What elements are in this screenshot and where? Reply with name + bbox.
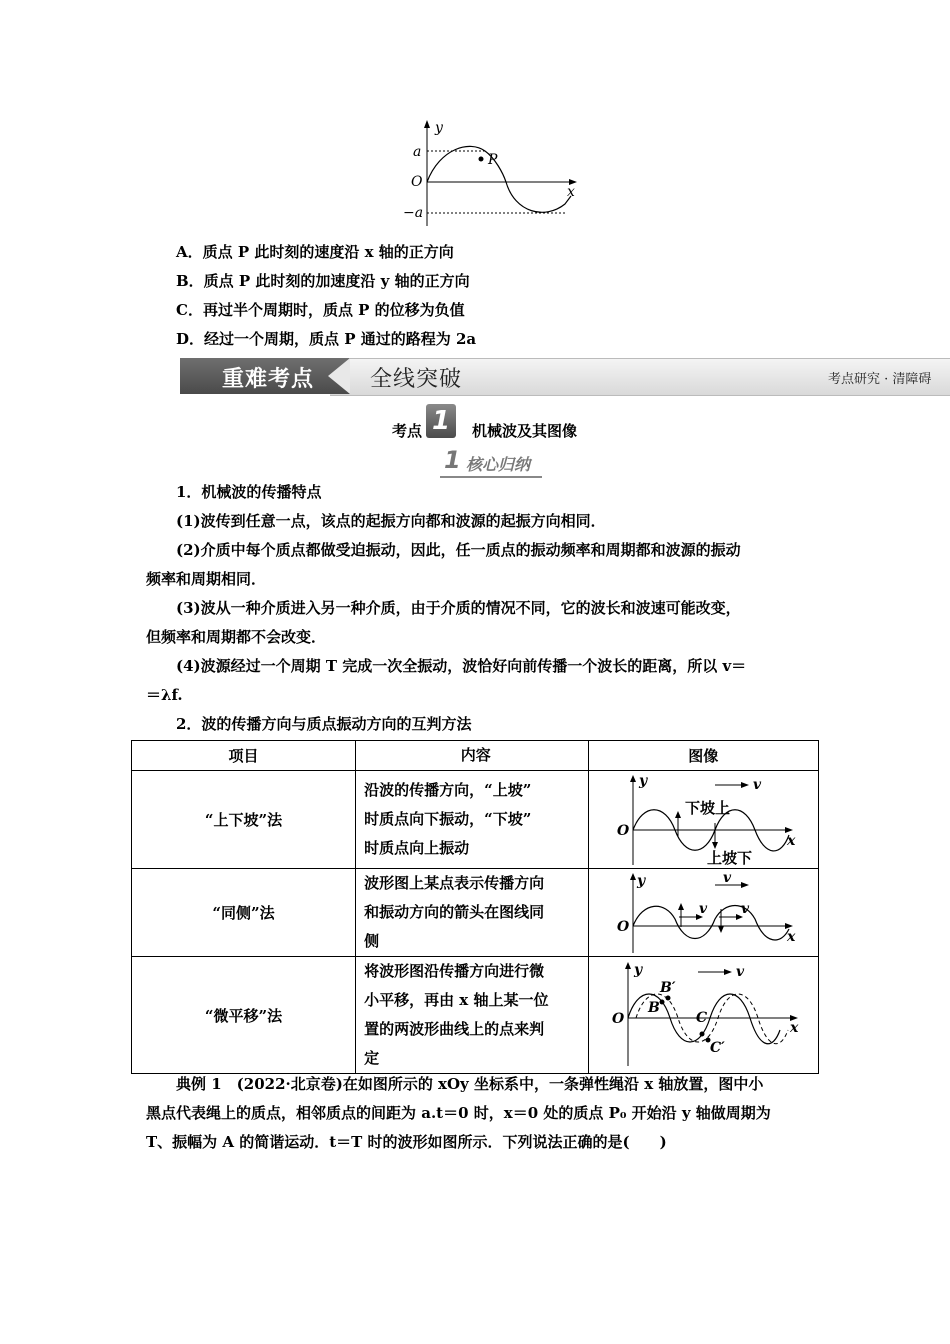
- a-label: a: [413, 144, 422, 160]
- option-c: C．再过半个周期时，质点 P 的位移为负值: [176, 301, 465, 319]
- content-line: 波形图上某点表示传播方向: [364, 874, 545, 892]
- section1-line: (2)介质中每个质点都做受迫振动，因此，任一质点的振动频率和周期都和波源的振动: [176, 541, 741, 559]
- content-line: 时质点向上振动: [364, 839, 470, 857]
- method-name: “上下坡”法: [132, 771, 356, 869]
- fig-v-label: v: [736, 964, 745, 980]
- kaodian-number-badge: 1: [426, 404, 456, 438]
- content-line: 置的两波形曲线上的点来判: [364, 1020, 545, 1038]
- fig-y-label: y: [637, 872, 646, 889]
- fig-v-label: v: [753, 776, 762, 793]
- method-figure: [588, 771, 818, 869]
- method-content: [356, 771, 588, 869]
- option-d: D．经过一个周期，质点 P 通过的路程为 2a: [176, 330, 477, 348]
- fig-x-label: x: [790, 1020, 799, 1036]
- banner-tag: 考点研究 · 清障碍: [828, 372, 932, 387]
- section-banner: [180, 356, 950, 396]
- method-name: “微平移”法: [132, 957, 356, 1074]
- fig-origin-label: O: [617, 918, 630, 935]
- table-row: [132, 869, 819, 957]
- fig-v-label: v: [723, 870, 732, 886]
- table-row: [132, 771, 819, 869]
- content-line: 定: [364, 1049, 380, 1067]
- core-section-heading: [440, 448, 542, 478]
- fig-c-label: C: [696, 1010, 708, 1026]
- fig-x-label: x: [787, 832, 796, 849]
- content-line: 时质点向下振动，“下坡”: [364, 810, 532, 828]
- option-a: A．质点 P 此时刻的速度沿 x 轴的正方向: [176, 243, 454, 261]
- content-line: 将波形图沿传播方向进行微: [364, 962, 545, 980]
- slope-method-figure: [603, 773, 803, 867]
- fig-v1-label: v: [699, 900, 708, 917]
- section1-line: ＝λf.: [146, 686, 183, 704]
- banner-right-title: 全线突破: [370, 367, 463, 392]
- content-line: 小平移，再由 x 轴上某一位: [364, 991, 549, 1009]
- section1-line: (4)波源经过一个周期 T 完成一次全振动，波恰好向前传播一个波长的距离，所以 v＝: [176, 657, 747, 675]
- method-content: [356, 957, 588, 1074]
- fig-label-downhill: 下坡上: [685, 799, 731, 817]
- same-side-method-figure: [603, 871, 803, 955]
- fig-origin-label: O: [617, 822, 630, 839]
- neg-a-label: −a: [403, 205, 424, 221]
- content-line: 沿波的传播方向，“上坡”: [364, 781, 532, 799]
- example-line: T、振幅为 A 的简谐运动．t＝T 时的波形如图所示．下列说法正确的是( ): [146, 1133, 667, 1151]
- table-header-row: [132, 741, 819, 771]
- fig-x-label: x: [787, 928, 796, 945]
- content-line: 和振动方向的箭头在图线同: [364, 903, 545, 921]
- point-p-label: P: [488, 152, 498, 168]
- fig-bp-label: B′: [660, 980, 676, 996]
- section1-line: (3)波从一种介质进入另一种介质，由于介质的情况不同，它的波长和波速可能改变，: [176, 599, 741, 617]
- core-title: 核心归纳: [466, 455, 531, 474]
- banner-left-title: 重难考点: [222, 367, 315, 392]
- table-header: 内容: [356, 741, 588, 771]
- method-name: “同侧”法: [132, 869, 356, 957]
- option-b: B．质点 P 此时刻的加速度沿 y 轴的正方向: [176, 272, 470, 290]
- fig-label-uphill: 上坡下: [707, 849, 753, 867]
- table-header: 项目: [132, 741, 356, 771]
- kaodian-title: 机械波及其图像: [472, 422, 578, 440]
- kaodian-prefix: 考点: [392, 422, 423, 440]
- method-content: [356, 869, 588, 957]
- wave-figure-top: [395, 118, 595, 228]
- example-line: 黑点代表绳上的质点，相邻质点的间距为 a.t＝0 时，x＝0 处的质点 P₀ 开始沿 y 轴做周期为: [146, 1104, 771, 1122]
- table-header: 图像: [588, 741, 818, 771]
- fig-y-label: y: [639, 772, 648, 789]
- fig-y-label: y: [634, 962, 643, 978]
- core-number: 1: [444, 446, 461, 474]
- content-line: 侧: [364, 932, 380, 950]
- table-row: [132, 957, 819, 1074]
- fig-b-label: B: [648, 1000, 661, 1016]
- shift-method-figure: [598, 960, 808, 1070]
- fig-v2-label: v: [741, 900, 750, 917]
- fig-origin-label: O: [612, 1011, 625, 1027]
- section1-heading: 1．机械波的传播特点: [176, 483, 322, 501]
- origin-label: O: [411, 174, 423, 190]
- section2-heading: 2．波的传播方向与质点振动方向的互判方法: [176, 715, 472, 733]
- fig-cp-label: C′: [710, 1040, 726, 1056]
- section1-line: 但频率和周期都不会改变．: [146, 628, 327, 646]
- section1-line: (1)波传到任意一点，该点的起振方向都和波源的起振方向相同．: [176, 512, 606, 530]
- method-figure: [588, 869, 818, 957]
- x-axis-label: x: [567, 184, 575, 200]
- method-figure: [588, 957, 818, 1074]
- y-axis-label: y: [435, 120, 443, 136]
- example-line: 典例 1 (2022·北京卷)在如图所示的 xOy 坐标系中，一条弹性绳沿 x 轴放置，图中小: [176, 1075, 764, 1093]
- methods-table: [131, 740, 819, 1074]
- section1-line: 频率和周期相同．: [146, 570, 267, 588]
